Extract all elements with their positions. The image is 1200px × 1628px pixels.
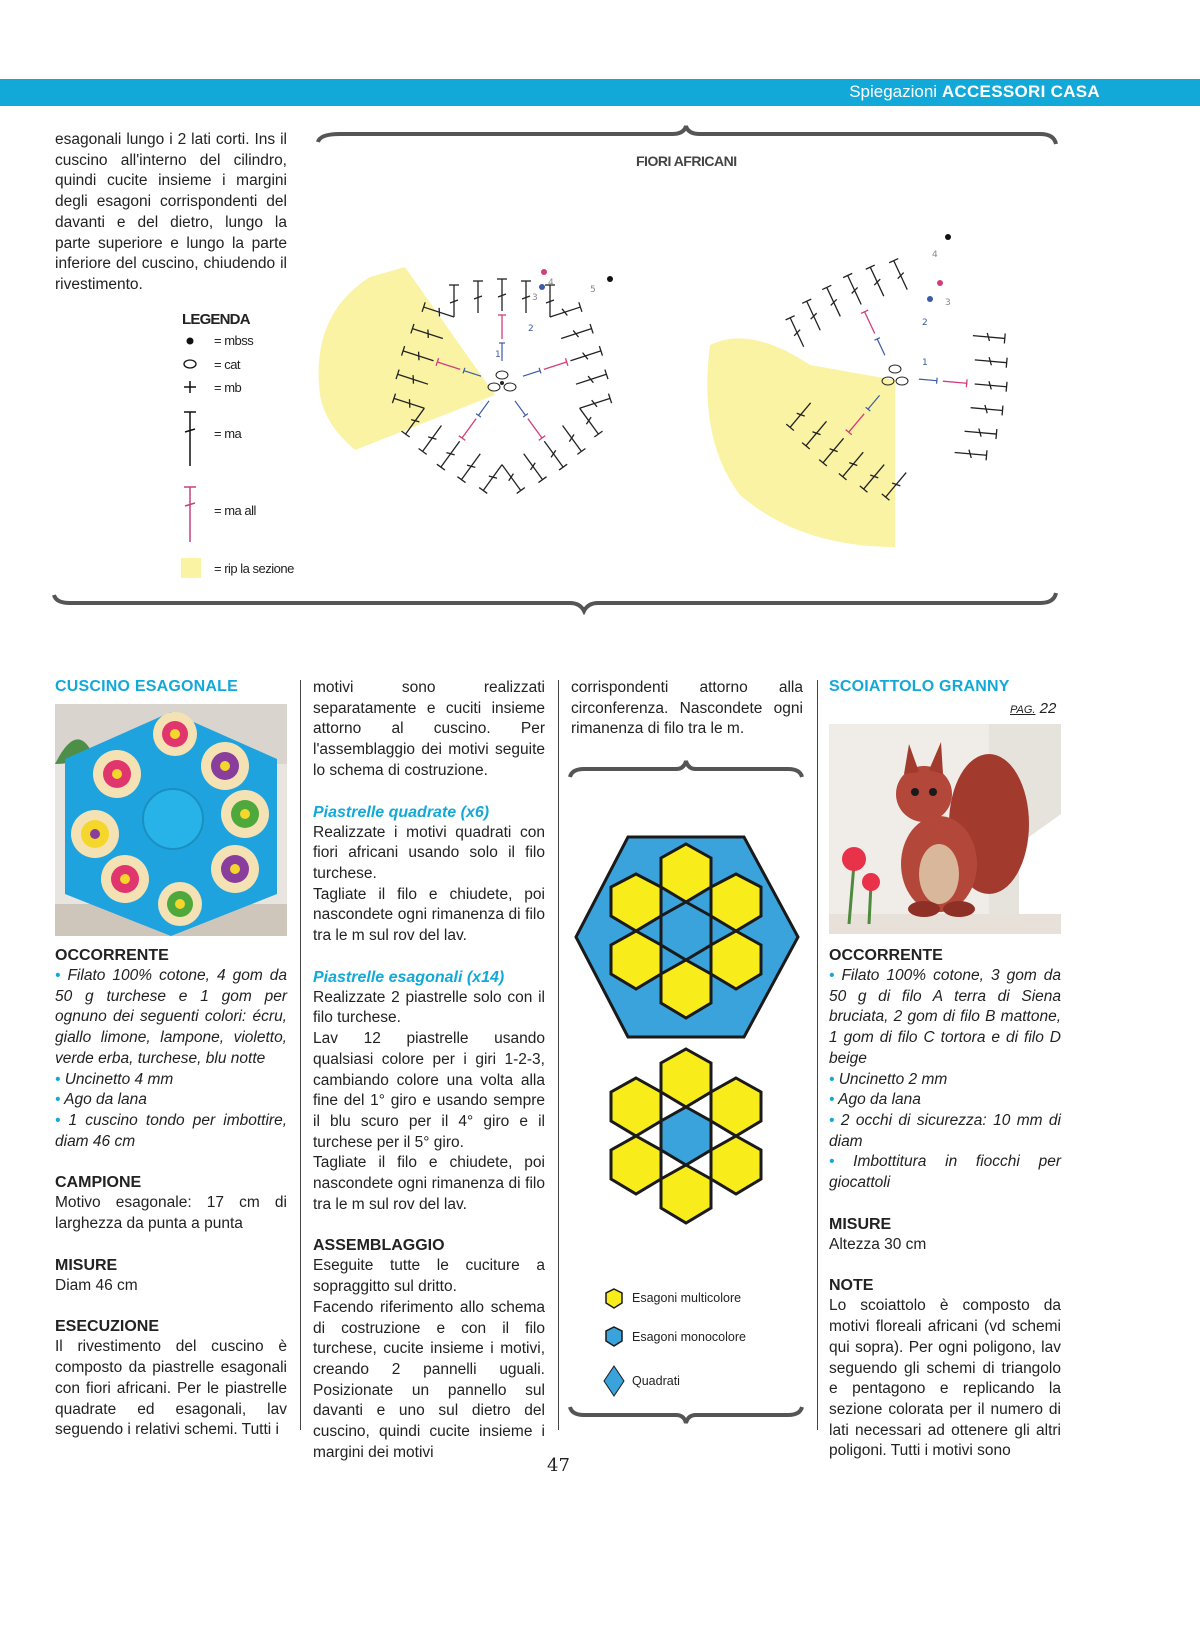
note-heading: NOTE [829, 1277, 874, 1295]
material-item: • 1 cuscino tondo per imbottire, diam 46 cm [55, 1111, 288, 1150]
header-title: ACCESSORI CASA [941, 82, 1100, 101]
legend-title: LEGENDA [182, 311, 250, 328]
quadrate-text-2: Tagliate il filo e chiudete, poi nascondete ogni rimanenza di filo tra le m sul rov del lav. [313, 885, 545, 945]
material-item: • 2 occhi di sicurezza: 10 mm di diam [829, 1111, 1061, 1150]
occorrente-heading: OCCORRENTE [55, 947, 169, 964]
material-item: • Filato 100% cotone, 4 gom da 50 g turchese e 1 gom per ognuno dei seguenti colori: écru, giallo limone, lampone, violetto, verde erba, turchese, blu notte [55, 967, 288, 1067]
page-ref: PAG. 22 [1010, 700, 1057, 717]
assemblaggio-text-2: Facendo riferimento allo schema di costruzione e con il filo turchese, cucite insieme i motivi, creando 2 pannelli uguali. Posizionate un pannello sul davanti e uno sul dietro del cuscino, quindi cucite insieme i margini dei motivi [313, 1298, 545, 1461]
filled-dot-icon [187, 338, 194, 345]
legend-label-mbss: = mbss [214, 333, 254, 348]
bottom-brace [50, 585, 1060, 615]
misure-heading: MISURE [55, 1256, 118, 1274]
pillow-instructions [55, 945, 287, 1441]
legend-label-ma: = ma [214, 426, 242, 441]
assemblaggio-heading: ASSEMBLAGGIO [313, 1237, 445, 1255]
quadrate-text-1: Realizzate i motivi quadrati con fiori africani usando solo il filo turchese. [313, 823, 545, 882]
squirrel-photo [829, 724, 1061, 934]
legend-symbols [180, 332, 210, 582]
column-divider [817, 680, 818, 1430]
chart-title: FIORI AFRICANI [636, 153, 737, 169]
material-item: • Ago da lana [55, 1091, 147, 1109]
round-number: 2 [528, 324, 534, 334]
header-text [849, 82, 1100, 102]
round-number: 5 [590, 285, 596, 295]
column-2-text [313, 678, 545, 1464]
round-number: 2 [922, 318, 928, 328]
yellow-square-icon [181, 558, 201, 578]
yellow-hexagon-icon [606, 1289, 622, 1308]
legend-label-rip: = rip la sezione [214, 561, 294, 576]
ma-icon [184, 412, 196, 466]
round-number: 3 [532, 293, 538, 303]
crochet-diagram-pentagon [310, 195, 700, 565]
legend-label-cat: = cat [214, 357, 241, 372]
blue-hexagon-icon [606, 1327, 622, 1346]
squirrel-instructions [829, 945, 1061, 1462]
assemblaggio-text-1: Eseguite tutte le cuciture a sopraggitto sul dritto. [313, 1257, 545, 1296]
occorrente-heading: OCCORRENTE [829, 947, 943, 964]
crochet-diagram-triangle [690, 195, 1060, 565]
misure-text: Altezza 30 cm [829, 1235, 927, 1253]
blue-diamond-icon [604, 1366, 624, 1396]
material-item: • Uncinetto 2 mm [829, 1070, 948, 1088]
legend-label-ma-all: = ma all [214, 503, 256, 518]
column-divider [558, 680, 559, 1430]
round-number: 4 [548, 278, 554, 288]
top-brace [50, 120, 1060, 150]
header-section: Spiegazioni [849, 82, 938, 101]
legend-monocolore: Esagoni monocolore [632, 1330, 746, 1344]
assembly-diagram [566, 757, 806, 1457]
round-number: 4 [932, 250, 938, 260]
intro-text: esagonali lungo i 2 lati corti. Ins il cuscino all'interno del cilindro, quindi cucite insieme i margini degli esagoni corrispondenti del davanti e del dietro, lungo la parte superiore e lungo la parte inferiore del cuscino, chiudendo il rivestimento. [55, 131, 287, 293]
column-3-text [571, 678, 803, 740]
campione-heading: CAMPIONE [55, 1174, 142, 1192]
material-item: • Uncinetto 4 mm [55, 1070, 174, 1088]
page-number: 47 [547, 1455, 570, 1476]
round-number: 3 [945, 298, 951, 308]
corrispondenti-text: corrispondenti attorno alla circonferenza. Nascondete ogni rimanenza di filo tra le m. [571, 679, 803, 738]
esagonali-text-3: Tagliate il filo e chiudete, poi nascondete ogni rimanenza di filo tra le m sul rov del lav. [313, 1154, 545, 1213]
plus-icon [184, 381, 196, 393]
round-number: 1 [495, 350, 501, 360]
note-text: Lo scoiattolo è composto da motivi floreali africani (vd schemi qui sopra). Per ogni poligono, lav seguendo gli schemi di triangolo e pentagono e replicando la sezione colorata per il numero di lati necessari ad ottenere gli altri poligoni. Tutti i motivi sono [829, 1297, 1061, 1460]
esagonali-text-2: Lav 12 piastrelle usando qualsiasi colore per i giri 1-2-3, cambiando colore una volta alla fine del 1° giro e usando sempre il blu scuro per il 4° giro e il turchese per il 5° giro. [313, 1030, 545, 1151]
legend-label-mb: = mb [214, 380, 242, 395]
column-divider [300, 680, 301, 1430]
misure-text: Diam 46 cm [55, 1276, 138, 1294]
esagonali-heading: Piastrelle esagonali (x14) [313, 968, 505, 986]
campione-text: Motivo esagonale: 17 cm di larghezza da punta a punta [55, 1194, 287, 1233]
round-number: 1 [922, 358, 928, 368]
oval-icon [184, 360, 196, 368]
squirrel-title: SCOIATTOLO GRANNY [829, 678, 1010, 695]
misure-heading: MISURE [829, 1215, 892, 1233]
legend-multicolore: Esagoni multicolore [632, 1291, 742, 1305]
material-item: • Filato 100% cotone, 3 gom da 50 g di filo A terra di Siena bruciata, 2 gom di filo B mattone, 1 gom di filo C tortora e di filo D beige [829, 967, 1062, 1067]
esecuzione-heading: ESECUZIONE [55, 1318, 160, 1336]
pillow-photo [55, 704, 287, 936]
motivi-text: motivi sono realizzati separatamente e cuciti insieme attorno al cuscino. Per l'assemblaggio dei motivi seguite lo schema di costruzione. [313, 679, 545, 779]
quadrate-heading: Piastrelle quadrate (x6) [313, 803, 490, 821]
material-item: • Imbottitura in fiocchi per giocattoli [829, 1153, 1062, 1192]
esecuzione-text: Il rivestimento del cuscino è composto da piastrelle esagonali con fiori africani. Per le piastrelle quadrate ed esagonali, lav seguendo i relativi schemi. Tutti i [55, 1338, 287, 1439]
pillow-title: CUSCINO ESAGONALE [55, 678, 238, 695]
esagonali-text-1: Realizzate 2 piastrelle solo con il filo turchese. [313, 988, 545, 1027]
legend-quadrati: Quadrati [632, 1374, 680, 1388]
material-item: • Ago da lana [829, 1091, 921, 1109]
ma-all-icon [184, 487, 196, 542]
header-bar [0, 79, 1200, 106]
